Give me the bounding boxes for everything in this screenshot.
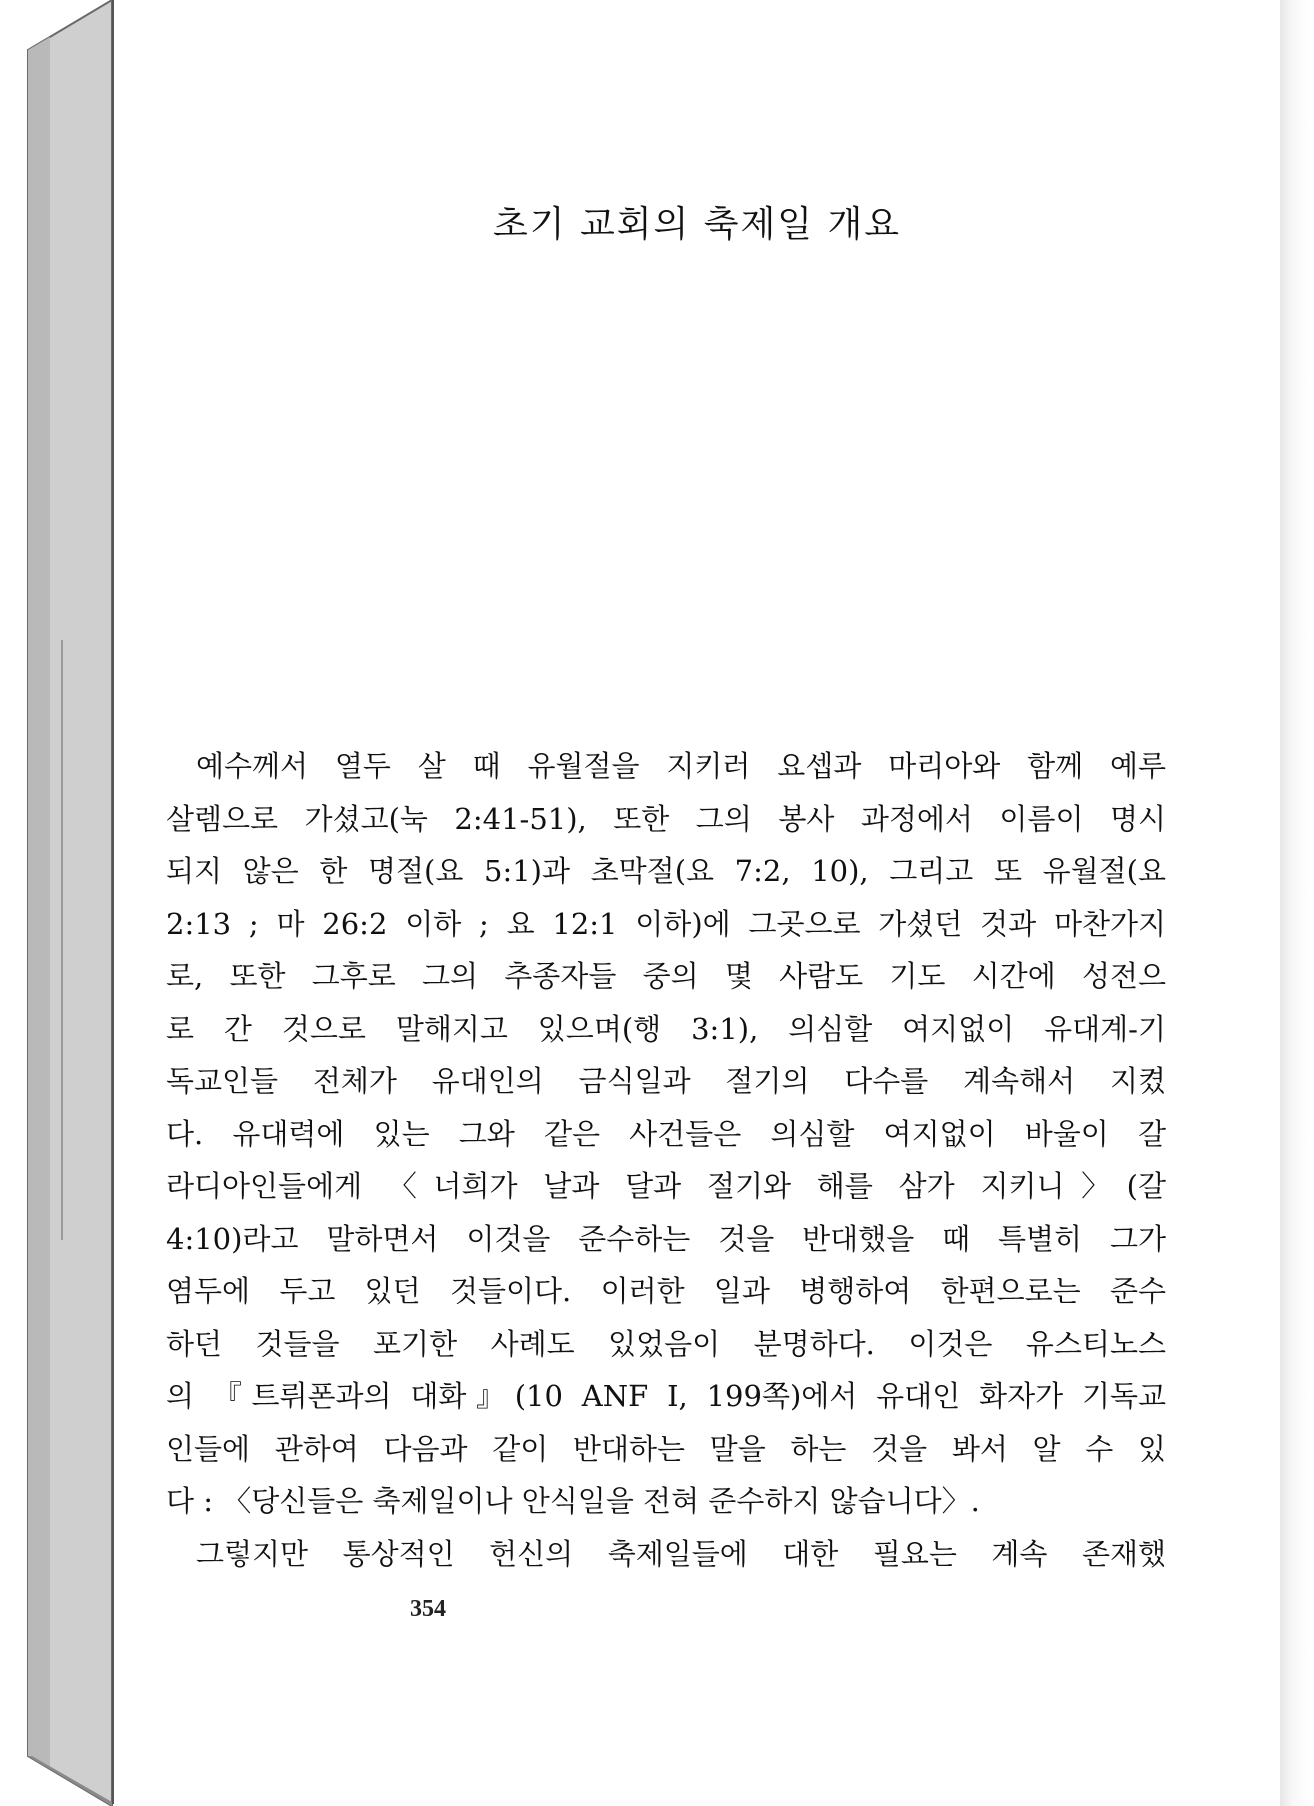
text-line: 예수께서 열두 살 때 유월절을 지키러 요셉과 마리아와 함께 예루	[196, 749, 1166, 783]
text-line: 살렘으로 가셨고(눅 2:41-51), 또한 그의 봉사 과정에서 이름이 명시	[166, 801, 1166, 836]
paragraph-1	[166, 740, 1166, 1528]
text-line: 되지 않은 한 명절(요 5:1)과 초막절(요 7:2, 10), 그리고 또 유월절(요	[166, 854, 1166, 888]
text-line: 독교인들 전체가 유대인의 금식일과 절기의 다수를 계속해서 지켰	[166, 1064, 1166, 1098]
text-line: 다. 유대력에 있는 그와 같은 사건들은 의심할 여지없이 바울이 갈	[166, 1116, 1166, 1151]
text-line: 인들에 관하여 다음과 같이 반대하는 말을 하는 것을 봐서 알 수 있	[166, 1431, 1166, 1466]
text-line: 하던 것들을 포기한 사례도 있었음이 분명하다. 이것은 유스티노스	[166, 1326, 1166, 1361]
text-line: 라디아인들에게 〈너희가 날과 달과 절기와 해를 삼가 지키니〉(갈	[166, 1169, 1166, 1203]
text-line: 로, 또한 그후로 그의 추종자들 중의 몇 사람도 기도 시간에 성전으	[166, 959, 1166, 993]
book-page	[112, 0, 1280, 1804]
text-line: 의 『트뤼폰과의 대화』(10 ANF I, 199쪽)에서 유대인 화자가 기독교	[166, 1379, 1166, 1413]
page-number: 354	[410, 1596, 446, 1622]
chapter-title: 초기 교회의 축제일 개요	[492, 204, 902, 245]
paragraph-2	[166, 1528, 1166, 1581]
body-text	[166, 740, 1166, 1580]
text-line: 로 간 것으로 말해지고 있으며(행 3:1), 의심할 여지없이 유대계-기	[166, 1011, 1166, 1046]
text-line: 2:13 ; 마 26:2 이하 ; 요 12:1 이하)에 그곳으로 가셨던 것과 마찬가지	[166, 906, 1166, 941]
page-edge-shadow	[1280, 0, 1310, 1806]
text-line: 염두에 두고 있던 것들이다. 이러한 일과 병행하여 한편으로는 준수	[166, 1274, 1166, 1308]
text-line: 그렇지만 통상적인 헌신의 축제일들에 대한 필요는 계속 존재했	[196, 1536, 1166, 1571]
text-line: 다 : 〈당신들은 축제일이나 안식일을 전혀 준수하지 않습니다〉.	[166, 1484, 980, 1518]
text-line: 4:10)라고 말하면서 이것을 준수하는 것을 반대했을 때 특별히 그가	[166, 1221, 1166, 1256]
